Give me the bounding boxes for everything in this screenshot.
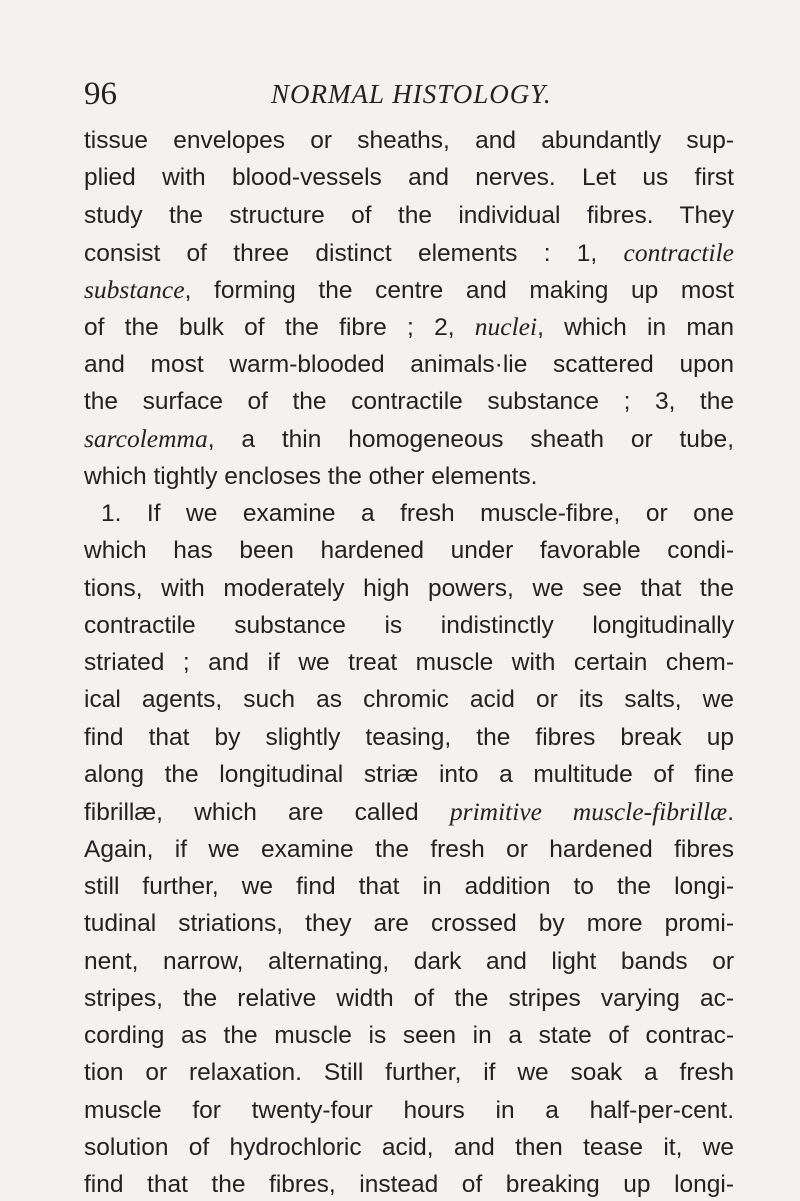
text-segment: still further, we find that in addition to the longi- [84,872,734,900]
text-segment: nent, narrow, alternating, dark and light bands or [84,947,734,975]
page-number: 96 [84,76,117,112]
page-header [84,74,734,114]
text-line [84,495,734,532]
text-segment: cording as the muscle is seen in a state of contrac- [84,1022,734,1050]
text-line [84,719,734,756]
body-text [84,122,734,1201]
text-line [84,159,734,196]
text-line [84,644,734,681]
text-line [84,868,734,905]
text-segment: , which in man [537,314,734,342]
text-segment: which tightly encloses the other elements. [84,462,538,490]
text-line [84,234,734,271]
text-line [84,1054,734,1091]
text-segment: tudinal striations, they are crossed by more promi- [84,910,734,938]
text-segment: . [727,799,734,827]
text-line [84,793,734,830]
text-line [84,1017,734,1054]
text-segment: consist of three distinct elements : 1, [84,239,624,267]
italic-term: contractile [623,237,734,267]
text-segment: solution of hydrochloric acid, and then tease it, we [84,1134,734,1162]
text-segment: tissue envelopes or sheaths, and abundantly sup- [84,127,734,154]
text-line [84,122,734,159]
text-segment: muscle for twenty-four hours in a half-per-cent. [84,1096,734,1124]
text-line [84,308,734,345]
text-segment: Again, if we examine the fresh or hardened fibres [84,835,734,863]
text-segment: fibrillæ, which are called [84,799,450,827]
text-line [84,756,734,793]
running-title: NORMAL HISTOLOGY. [271,79,552,109]
text-segment: striated ; and if we treat muscle with certain chem- [84,649,734,677]
text-segment: find that by slightly teasing, the fibres break up [84,723,734,751]
text-segment: 1. If we examine a fresh muscle-fibre, or one [101,499,734,527]
text-segment: find that the fibres, instead of breaking up longi- [84,1171,734,1199]
text-segment: ical agents, such as chromic acid or its salts, we [84,686,734,714]
text-line [84,383,734,420]
text-line [84,831,734,868]
text-line [84,681,734,718]
text-segment: tion or relaxation. Still further, if we soak a fresh [84,1059,734,1087]
text-segment: contractile substance is indistinctly longitudinally [84,611,734,639]
text-segment: , forming the centre and making up most [184,277,734,305]
text-segment: stripes, the relative width of the stripes varying ac- [84,984,734,1012]
text-line [84,607,734,644]
italic-term: nuclei [474,312,538,342]
text-line [84,197,734,234]
text-line [84,980,734,1017]
text-line [84,570,734,607]
text-line [84,943,734,980]
text-line [84,532,734,569]
text-segment: plied with blood-vessels and nerves. Let us first [84,164,734,192]
italic-term: sarcolemma [84,424,208,454]
italic-term: substance [84,275,185,305]
text-line [84,420,734,457]
text-segment: , a thin homogeneous sheath or tube, [207,426,734,454]
text-line [84,271,734,308]
text-segment: which has been hardened under favorable condi- [84,537,734,565]
text-segment: study the structure of the individual fibres. They [84,201,734,229]
text-line [84,1129,734,1166]
text-line [84,346,734,383]
text-segment: tions, with moderately high powers, we see that the [84,574,734,602]
text-line [84,1092,734,1129]
text-segment: and most warm-blooded animals·lie scattered upon [84,350,734,378]
text-segment: along the longitudinal striæ into a multitude of fine [84,761,734,789]
text-line [84,458,734,495]
text-line [84,905,734,942]
text-line [84,1166,734,1201]
text-segment: of the bulk of the fibre ; 2, [84,314,475,342]
text-segment: the surface of the contractile substance ; 3, the [84,388,734,416]
italic-term: primitive muscle-fibrillæ [449,797,728,827]
